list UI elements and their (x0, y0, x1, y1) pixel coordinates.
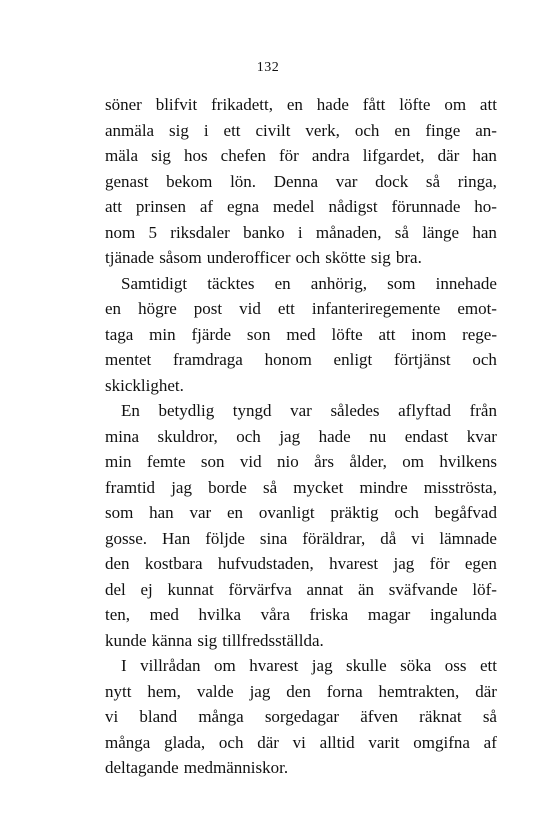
word: och (394, 503, 419, 522)
text-line (105, 577, 497, 603)
word: hufvudstaden, (217, 554, 314, 573)
word: vi (105, 707, 119, 726)
word: om (402, 452, 424, 471)
word: då (380, 528, 397, 548)
word: söner (105, 95, 142, 114)
word: att (479, 95, 497, 114)
word: förvärfva (228, 579, 292, 599)
text-line (105, 679, 497, 705)
word: i (203, 120, 209, 140)
word: skulle (346, 656, 387, 675)
word: så (482, 707, 497, 726)
text-line (105, 194, 497, 220)
word: räknat (419, 707, 462, 726)
word: fått (362, 95, 386, 114)
word: valde (196, 681, 234, 701)
word: där (437, 146, 460, 165)
word: följde (205, 528, 245, 548)
word: så (425, 171, 441, 191)
word: min (149, 324, 176, 344)
word: vid (239, 299, 261, 318)
word: ett (223, 120, 241, 140)
word: ten, (105, 605, 131, 624)
word: ett (479, 656, 497, 675)
word: skötte (325, 248, 366, 267)
text-line (105, 143, 497, 169)
word: ringa, (457, 171, 497, 191)
text-line (105, 271, 497, 297)
word: mina (105, 426, 139, 446)
word: begåfvad (434, 503, 497, 522)
text-line (105, 322, 497, 348)
word: enligt (333, 350, 373, 369)
word: hade (316, 95, 349, 114)
word: en (286, 95, 303, 114)
word: lämnade (439, 528, 497, 548)
word: framdraga (173, 350, 243, 369)
word: annat (306, 579, 344, 599)
word: anhörig, (310, 273, 367, 293)
word: an- (475, 120, 497, 140)
word: son (246, 324, 271, 344)
word: endast (404, 426, 449, 446)
page-number: 132 (256, 60, 280, 75)
word: glada, (164, 732, 206, 752)
word: såsom (159, 248, 202, 267)
word: och (218, 732, 244, 752)
word: jag (171, 477, 192, 497)
word: än (358, 579, 375, 599)
word: han (472, 222, 497, 242)
word: högre (138, 299, 177, 318)
word: sorgedagar (264, 707, 340, 726)
word: föräldrar, (302, 528, 366, 548)
word: genast (105, 171, 149, 191)
word: med (149, 605, 179, 624)
word: anmäla (105, 120, 155, 140)
word: mycket (293, 477, 344, 497)
word: hvarest (249, 656, 299, 675)
word: nytt (105, 681, 132, 701)
word: löf- (472, 579, 497, 599)
word: skuldror, (157, 426, 218, 446)
word: egna (226, 197, 260, 216)
word: och (236, 426, 261, 446)
word: egen (464, 554, 497, 573)
text-line (105, 220, 497, 246)
word: han (472, 146, 497, 165)
word: deltagande (105, 758, 179, 777)
word: sig (151, 146, 171, 165)
word: en (105, 299, 122, 318)
text-line (105, 118, 497, 144)
word: jag (311, 656, 333, 675)
text-line (105, 551, 497, 577)
word: hos (183, 146, 208, 165)
word: för (279, 146, 299, 165)
word: nio (277, 452, 299, 471)
word: omgifna (413, 732, 470, 752)
word: nom (105, 222, 136, 242)
word: från (469, 401, 497, 420)
word: var (189, 503, 212, 522)
text-line (105, 296, 497, 322)
word: medel (272, 197, 315, 216)
word: inom (411, 324, 447, 344)
word: bekom (166, 171, 213, 191)
word: förtjänst (394, 350, 451, 369)
word: var (290, 401, 312, 420)
word: tillfredsställda. (222, 630, 324, 650)
word: blifvit (155, 95, 198, 114)
word: frikadett, (211, 95, 273, 114)
word: en (394, 120, 411, 140)
word: alltid (319, 732, 355, 752)
word: sig (370, 248, 391, 267)
word: misströsta, (423, 477, 497, 497)
word: hemtrakten, (378, 681, 460, 701)
word: med (286, 324, 316, 344)
word: ett (277, 299, 295, 318)
text-line (105, 755, 497, 781)
word: i (297, 222, 303, 242)
word: bland (139, 707, 178, 726)
word: som (387, 273, 416, 293)
word: I (121, 656, 127, 675)
word: års (314, 452, 334, 471)
word: finge (425, 120, 461, 140)
word: många (198, 707, 244, 726)
word: mentet (105, 350, 152, 369)
word: månaden, (315, 222, 382, 242)
word: således (330, 401, 380, 420)
text-line (105, 653, 497, 679)
word: präktig (330, 503, 379, 522)
word: och (472, 350, 497, 369)
word: borde (208, 477, 247, 497)
word: emot- (457, 299, 497, 318)
word: En (121, 401, 140, 420)
word: aflyftad (398, 401, 451, 420)
word: den (105, 554, 130, 573)
word: där (257, 732, 279, 752)
word: Denna (273, 171, 319, 191)
word: andra (311, 146, 350, 165)
word: hvilka (198, 605, 242, 624)
word: forna (326, 681, 363, 701)
word: om (444, 95, 467, 114)
word: så (262, 477, 278, 497)
word: så (394, 222, 409, 242)
text-line (105, 347, 497, 373)
word: kvar (466, 426, 497, 446)
text-line (105, 169, 497, 195)
word: rege- (462, 324, 497, 344)
word: för (429, 554, 450, 573)
word: banko (243, 222, 285, 242)
word: där (475, 681, 497, 701)
word: jag (279, 426, 301, 446)
text-line (105, 92, 497, 118)
word: tyngd (232, 401, 272, 420)
body-text (105, 92, 497, 781)
word: friska (309, 605, 349, 624)
word: kostbara (144, 554, 203, 573)
word: oss (444, 656, 467, 675)
word: vi (411, 528, 425, 548)
word: lön. (230, 171, 257, 191)
word: riksdaler (170, 222, 230, 242)
word: bra. (395, 248, 422, 267)
word: del (105, 579, 126, 599)
word: innehade (435, 273, 497, 293)
word: många (105, 732, 151, 752)
word: ovanligt (258, 503, 315, 522)
text-line (105, 704, 497, 730)
word: kunde (105, 630, 147, 650)
word: sina (259, 528, 288, 548)
word: betydlig (158, 401, 215, 420)
word: verk, (305, 120, 340, 140)
word: mäla (105, 146, 139, 165)
word: framtid (105, 477, 156, 497)
word: honom (264, 350, 312, 369)
word: täcktes (207, 273, 255, 293)
word: jag (393, 554, 415, 573)
word: underofficer (206, 248, 291, 267)
word: och (295, 248, 321, 267)
word: villrådan (140, 656, 201, 675)
word: Samtidigt (121, 273, 188, 293)
word: hade (318, 426, 351, 446)
word: jag (249, 681, 271, 701)
word: ingalunda (429, 605, 497, 624)
word: vi (292, 732, 306, 752)
word: tjänade (105, 248, 155, 267)
text-line (105, 373, 497, 399)
text-line (105, 449, 497, 475)
word: att (378, 324, 396, 344)
word: hvarest (329, 554, 379, 573)
text-line (105, 424, 497, 450)
word: fjärde (191, 324, 232, 344)
word: kunnat (167, 579, 214, 599)
text-line (105, 602, 497, 628)
word: hem, (147, 681, 181, 701)
word: son (200, 452, 225, 471)
word: ho- (474, 197, 497, 216)
word: hvilkens (439, 452, 497, 471)
word: prinsen (135, 197, 186, 216)
word: magar (367, 605, 411, 624)
text-line (105, 245, 497, 271)
word: min (105, 452, 132, 471)
word: han (149, 503, 174, 522)
word: af (483, 732, 497, 752)
text-line (105, 500, 497, 526)
word: en (227, 503, 244, 522)
word: post (193, 299, 223, 318)
word: mindre (359, 477, 408, 497)
word: af (199, 197, 214, 216)
word: dock (375, 171, 409, 191)
text-line (105, 398, 497, 424)
text-line (105, 475, 497, 501)
word: var (335, 171, 358, 191)
word: om (214, 656, 236, 675)
word: sväfvande (388, 579, 458, 599)
word: Han (161, 528, 191, 548)
word: varit (368, 732, 400, 752)
word: vid (239, 452, 262, 471)
word: den (286, 681, 311, 701)
word: femte (146, 452, 186, 471)
word: löfte (331, 324, 363, 344)
word: gosse. (105, 528, 148, 548)
word: att (105, 197, 122, 216)
text-line (105, 730, 497, 756)
word: 5 (148, 222, 158, 242)
word: äfven (360, 707, 399, 726)
word: våra (260, 605, 290, 624)
word: som (105, 503, 134, 522)
word: sig (197, 630, 218, 650)
word: skicklighet. (105, 375, 184, 395)
word: och (354, 120, 380, 140)
word: medmänniskor. (183, 758, 289, 777)
text-line (105, 628, 497, 654)
word: söka (400, 656, 432, 675)
word: nådigst (328, 197, 378, 216)
word: ej (140, 579, 153, 599)
word: en (274, 273, 291, 293)
word: sig (169, 120, 189, 140)
word: ålder, (349, 452, 387, 471)
word: infanteriregemente (311, 299, 441, 318)
word: taga (105, 324, 134, 344)
word: löfte (399, 95, 431, 114)
word: lifgardet, (362, 146, 425, 165)
word: civilt (255, 120, 291, 140)
word: chefen (220, 146, 266, 165)
word: nu (369, 426, 387, 446)
word: förunnade (391, 197, 461, 216)
word: känna (151, 630, 193, 650)
text-line (105, 526, 497, 552)
word: länge (422, 222, 460, 242)
